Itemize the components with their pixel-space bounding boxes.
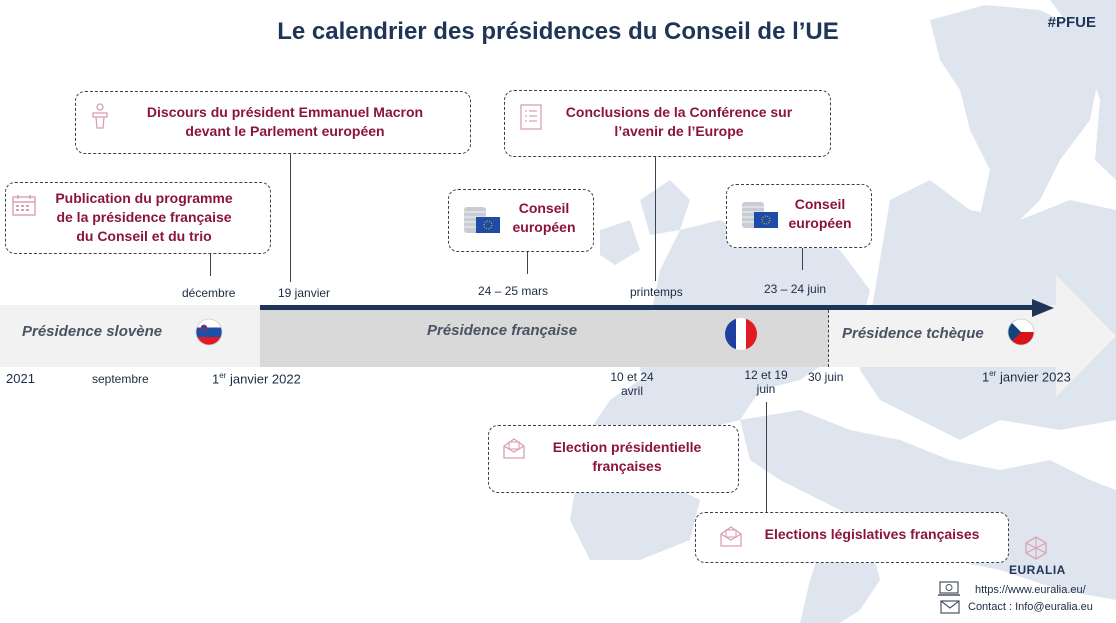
ballot-icon [503,437,525,459]
contact-email[interactable]: Contact : Info@euralia.eu [968,601,1093,613]
euralia-logo: EURALIA [1009,563,1066,577]
event-council-march-text: Conseil européen [512,200,576,235]
event-presidential-text: Election présidentielle françaises [552,439,702,474]
connector-council-march [527,252,528,274]
presidency-czech-label: Présidence tchèque [842,325,984,342]
page-title: Le calendrier des présidences du Conseil de l’UE [277,18,839,45]
connector-conference [655,157,656,281]
year-2021: 2021 [6,371,35,386]
date-19-janvier: 19 janvier [278,286,331,300]
france-flag-icon [724,317,758,351]
hashtag: #PFUE [1047,14,1096,31]
website-link[interactable]: https://www.euralia.eu/ [975,584,1086,596]
czech-divider [828,305,829,367]
connector-macron [290,154,291,282]
date-decembre: décembre [182,286,236,300]
podium-icon [90,103,110,129]
presidency-slovene-label: Présidence slovène [22,323,163,340]
event-programme-text: Publication du programme de la présidence française du Conseil et du trio [55,190,233,244]
presidency-french-label: Présidence française [427,322,578,339]
calendar-icon [12,194,36,216]
checklist-icon [520,104,542,130]
euralia-logo-icon [1024,536,1048,560]
czech-flag-icon [1007,318,1035,346]
timeline-arrow-head [1032,299,1054,317]
event-legislative-text: Elections législatives françaises [764,526,980,542]
council-building-icon [462,203,502,237]
timeline-arrow-line [260,305,1035,310]
date-1-janvier-2022: 1er janvier 2022 [212,371,301,387]
date-avril: 10 et 24 avril [610,370,654,398]
connector-legislative [766,402,767,512]
connector-programme [210,254,211,276]
date-1-janvier-2023: 1er janvier 2023 [982,369,1071,385]
mail-icon [940,600,960,614]
slovenia-flag-icon [195,318,223,346]
website-icon [938,581,960,597]
event-macron-text: Discours du président Emmanuel Macron devant le Parlement européen [146,104,424,139]
event-conference-text: Conclusions de la Conférence sur l’avenir de l’Europe [565,104,793,139]
event-council-june-text: Conseil européen [788,196,852,231]
date-30-juin: 30 juin [808,370,844,384]
date-printemps: printemps [630,285,683,299]
date-mars: 24 – 25 mars [478,284,549,298]
date-juin-12: 12 et 19 juin [744,368,788,396]
council-building-icon [740,198,780,232]
date-juin-23: 23 – 24 juin [764,282,827,296]
connector-council-june [802,248,803,270]
date-septembre: septembre [92,372,149,386]
ballot-icon [720,525,742,547]
